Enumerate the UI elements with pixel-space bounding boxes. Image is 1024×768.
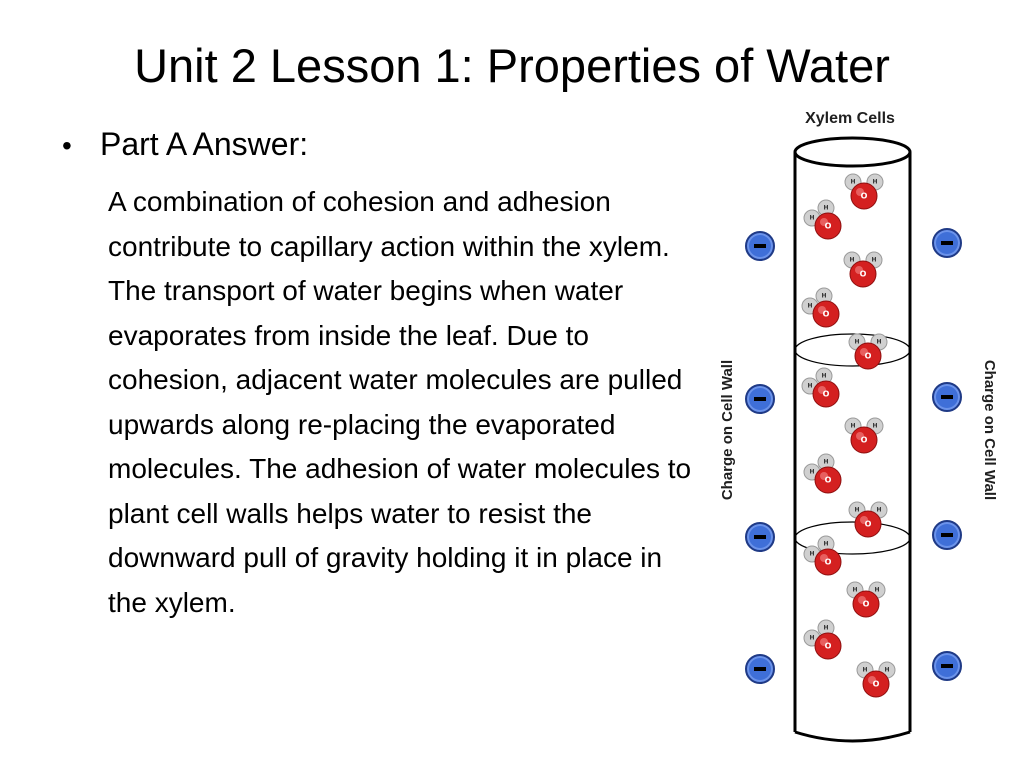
tube-top-opening	[795, 138, 910, 166]
bullet-item	[62, 124, 308, 166]
svg-text:H: H	[823, 624, 829, 632]
water-molecule	[804, 454, 841, 493]
water-molecule	[845, 174, 883, 209]
svg-text:O: O	[864, 351, 872, 361]
water-molecule	[802, 288, 839, 327]
svg-text:H: H	[809, 550, 815, 558]
svg-text:O: O	[822, 389, 830, 399]
svg-text:H: H	[849, 256, 855, 264]
water-molecule	[844, 252, 882, 287]
svg-text:H: H	[809, 468, 815, 476]
svg-text:H: H	[807, 382, 813, 390]
water-molecule	[804, 200, 841, 239]
svg-text:H: H	[876, 338, 882, 346]
svg-text:H: H	[854, 338, 860, 346]
svg-text:H: H	[823, 204, 829, 212]
svg-text:O: O	[860, 435, 868, 445]
negative-charge-icon	[932, 651, 962, 681]
negative-charge-icon	[745, 522, 775, 552]
svg-text:O: O	[822, 309, 830, 319]
negative-charge-icon	[745, 654, 775, 684]
negative-charge-icon	[932, 228, 962, 258]
svg-text:O: O	[824, 641, 832, 651]
svg-text:H: H	[850, 178, 856, 186]
water-molecule	[847, 582, 885, 617]
negative-charge-icon	[745, 384, 775, 414]
svg-text:H: H	[823, 540, 829, 548]
svg-text:H: H	[809, 214, 815, 222]
svg-text:O: O	[824, 557, 832, 567]
svg-text:O: O	[824, 475, 832, 485]
answer-paragraph: A combination of cohesion and adhesion contribute to capillary action within the xylem. The transport of water begins when water evaporates from inside the leaf. Due to cohesion, adjacent water molecules are pulled upwards along re-placing the evaporated molecules. The adhesion of water molecules to plant cell walls helps water to resist the downward pull of gravity holding it in place in the xylem.	[108, 186, 692, 618]
svg-text:H: H	[884, 666, 890, 674]
left-wall-label: Charge on Cell Wall	[719, 359, 736, 501]
water-molecule	[804, 620, 841, 659]
tube-bottom-edge	[795, 732, 910, 741]
water-molecule	[845, 418, 883, 453]
svg-text:H: H	[821, 292, 827, 300]
svg-text:O: O	[824, 221, 832, 231]
svg-text:H: H	[862, 666, 868, 674]
svg-text:O: O	[860, 191, 868, 201]
water-molecule	[804, 536, 841, 575]
svg-text:O: O	[864, 519, 872, 529]
figure-title: Xylem Cells	[805, 110, 895, 127]
svg-text:H: H	[807, 302, 813, 310]
svg-text:H: H	[876, 506, 882, 514]
right-wall-label: Charge on Cell Wall	[981, 359, 998, 501]
negative-charge-icon	[932, 520, 962, 550]
svg-text:H: H	[872, 422, 878, 430]
svg-text:H: H	[871, 256, 877, 264]
water-molecule	[857, 662, 895, 697]
slide-title: Unit 2 Lesson 1: Properties of Water	[134, 39, 890, 92]
water-molecule	[849, 502, 887, 537]
svg-text:H: H	[854, 506, 860, 514]
negative-charge-icon	[745, 231, 775, 261]
svg-text:H: H	[872, 178, 878, 186]
svg-text:H: H	[821, 372, 827, 380]
water-molecules	[802, 174, 895, 697]
bullet-dot-icon: •	[62, 130, 72, 161]
svg-text:O: O	[859, 269, 867, 279]
svg-text:H: H	[852, 586, 858, 594]
bullet-label: Part A Answer:	[100, 126, 309, 162]
svg-text:H: H	[850, 422, 856, 430]
water-molecule	[802, 368, 839, 407]
negative-charge-icon	[932, 382, 962, 412]
xylem-diagram	[700, 100, 1024, 768]
svg-text:O: O	[862, 599, 870, 609]
svg-text:H: H	[809, 634, 815, 642]
svg-text:H: H	[823, 458, 829, 466]
svg-text:O: O	[872, 679, 880, 689]
svg-text:H: H	[874, 586, 880, 594]
